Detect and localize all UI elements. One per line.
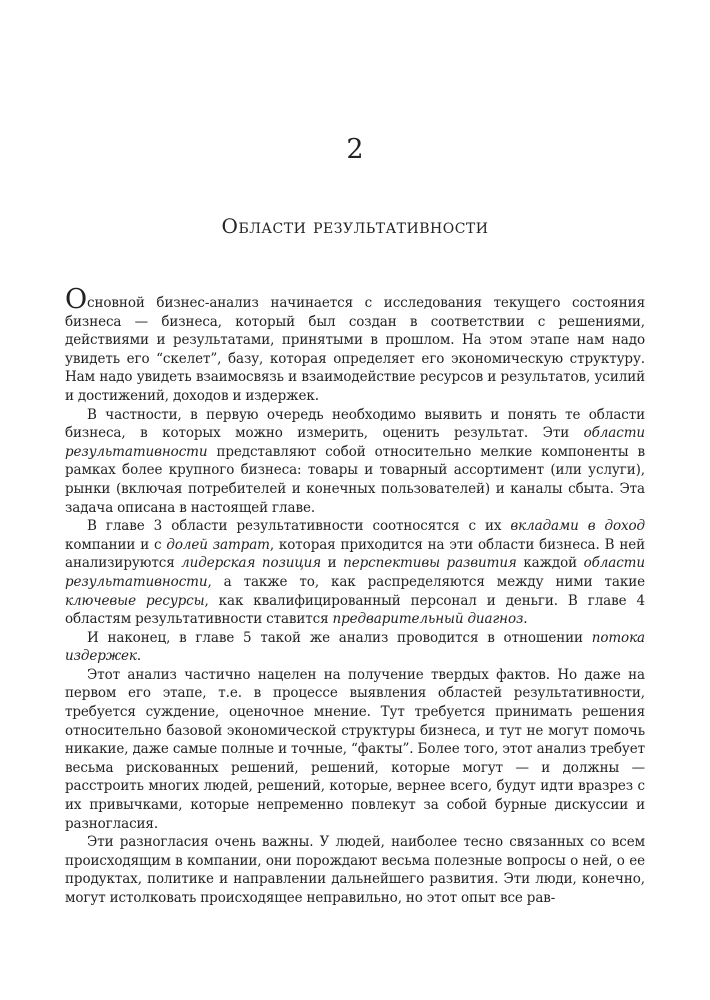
paragraph-text: В частности, в первую очередь необходимо выявить и понять те области бизнеса, в которых можно измерить, оценить результат. Эти [65,406,645,442]
paragraph-2 [65,406,645,518]
emphasis-term: области результативности [65,425,645,460]
paragraph-1 [65,284,645,406]
chapter-body [65,284,646,908]
paragraph-3 [65,517,645,629]
emphasis-term: вкладами в доход [510,518,645,535]
paragraph-text: представляют собой относительно мелкие компоненты в рамках более крупного бизнеса: товары и товарный ассортимент (или услуги), рынки (включая потребителей и конечных пользователей) и каналы сбыта. Эта задача описана в настоящей главе. [65,443,645,516]
paragraph-text: , которая приходится на эти области бизнеса. В ней анализируются [65,536,646,572]
emphasis-term: долей затрат [166,536,270,553]
paragraph-4 [65,629,645,666]
paragraph-text: и [321,555,344,572]
paragraph-text: . [523,611,528,628]
emphasis-term: потока издержек [65,629,645,665]
drop-cap: О [65,284,88,315]
paragraph-text: Этот анализ частично нацелен на получение твердых фактов. Но даже на первом его этапе, т.е. в процессе выявления областей результативности, требуется суждение, оценочное мнение. Тут требуется принимать решения относительно базовой экономической структуры бизнеса, и тут не могут помочь никакие, даже самые полные и точные, “факты”. Более того, этот анализ требует весьма рискованных решений, решений, которые могут — и должны — расстроить многих людей, решений, которые, вернее всего, будут идти вразрез с их привычками, которые непременно повлекут за собой бурные дискуссии и разногласия. [65,666,645,832]
emphasis-term: предварительный диагноз [332,611,524,628]
chapter-number: 2 [346,134,364,165]
paragraph-text: И наконец, в главе 5 такой же анализ проводится в отношении [87,629,592,646]
paragraph-text: , а также то, как распределяются между ними такие [207,573,645,590]
emphasis-term: ключевые ресурсы [65,592,205,609]
paragraph-text: сновной бизнес-анализ начинается с исследования текущего состояния бизнеса — бизнеса, который был создан в соответствии с решениями, действиями и результатами, принятыми в прошлом. На этом этапе нам надо увидеть его “скелет”, базу, которая определяет его экономическую структуру. Нам надо увидеть взаимосвязь и взаимодействие ресурсов и результатов, усилий и достижений, доходов и издержек. [65,295,645,404]
paragraph-text: Эти разногласия очень важны. У людей, наиболее тесно связанных со всем происходящим в компании, они порождают весьма полезные вопросы о ней, о ее продуктах, политике и направлении дальнейшего развития. Эти люди, конечно, могут истолковать происходящее неправильно, но этот опыт все рав- [65,834,645,906]
emphasis-term: перспективы развития [343,555,517,572]
paragraph-5 [65,666,645,833]
paragraph-text: компании и с [65,536,167,553]
paragraph-6 [65,833,645,907]
emphasis-term: лидерская позиция [181,555,322,572]
paragraph-text: . [136,648,142,665]
emphasis-term: области результативности [65,555,645,590]
paragraph-text: каждой [516,555,584,572]
paragraph-text: В главе 3 области результативности соотносятся с их [87,518,511,535]
chapter-title: Области результативности [221,214,489,238]
paragraph-text: , как квалифицированный персонал и деньги. В главе 4 областям результативности ставится [65,592,645,628]
